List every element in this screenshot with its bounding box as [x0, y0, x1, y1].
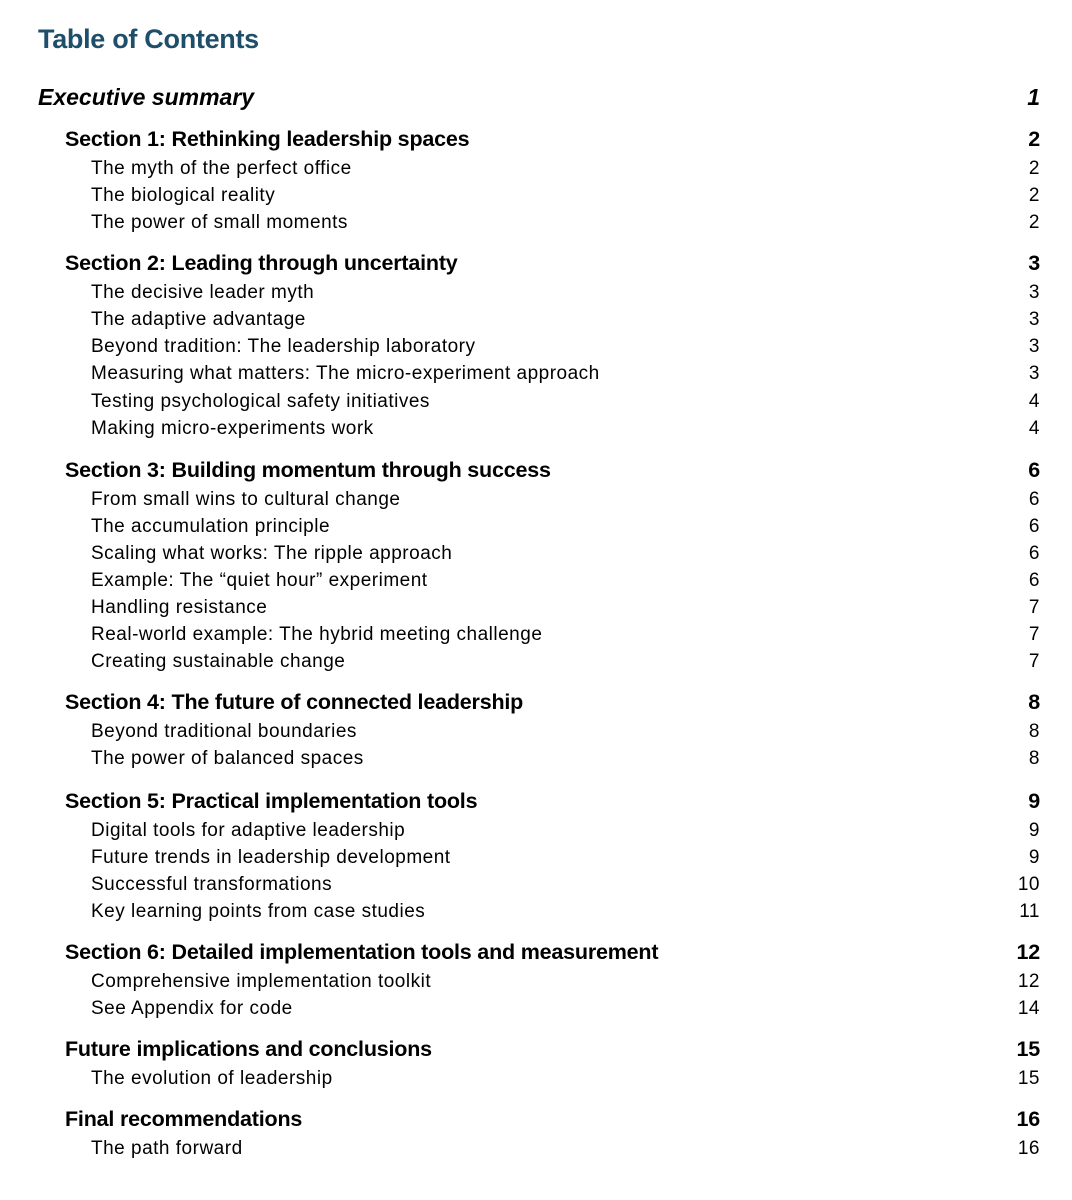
toc-page-number: 15 — [1017, 1068, 1040, 1089]
toc-page-number: 4 — [1028, 391, 1040, 412]
toc-section-entry[interactable] — [65, 127, 1040, 155]
toc-subsection-entry[interactable] — [91, 901, 1040, 927]
toc-entry-label: Making micro-experiments work — [91, 418, 374, 439]
toc-section-entry[interactable] — [65, 458, 1040, 486]
toc-entry-label: Scaling what works: The ripple approach — [91, 543, 453, 564]
toc-page-number: 3 — [1028, 336, 1040, 357]
toc-subsection-entry[interactable] — [91, 847, 1040, 873]
toc-page-number: 12 — [1017, 971, 1040, 992]
toc-subsection-entry[interactable] — [91, 363, 1040, 389]
toc-page-number: 16 — [1016, 1107, 1040, 1131]
toc-entry-label: Section 1: Rethinking leadership spaces — [65, 127, 470, 151]
toc-subsection-entry[interactable] — [91, 874, 1040, 900]
toc-entry-label: Beyond tradition: The leadership laboratory — [91, 336, 476, 357]
toc-page-number: 6 — [1028, 516, 1040, 537]
toc-page-number: 6 — [1028, 458, 1040, 482]
toc-page-number: 16 — [1017, 1138, 1040, 1159]
toc-page-number: 2 — [1028, 158, 1040, 179]
toc-subsection-entry[interactable] — [91, 418, 1040, 444]
toc-subsection-entry[interactable] — [91, 624, 1040, 650]
toc-entry-label: See Appendix for code — [91, 998, 293, 1019]
toc-entry-label: The power of balanced spaces — [91, 748, 364, 769]
toc-page-number: 2 — [1028, 127, 1040, 151]
toc-entry-label: Section 6: Detailed implementation tools and measurement — [65, 940, 659, 964]
toc-entry-label: Real-world example: The hybrid meeting challenge — [91, 624, 543, 645]
toc-subsection-entry[interactable] — [91, 158, 1040, 184]
toc-entry-label: Key learning points from case studies — [91, 901, 426, 922]
toc-subsection-entry[interactable] — [91, 597, 1040, 623]
toc-page-number: 8 — [1028, 690, 1040, 714]
toc-subsection-entry[interactable] — [91, 1068, 1040, 1094]
toc-page-number: 6 — [1028, 570, 1040, 591]
toc-page-number: 2 — [1028, 185, 1040, 206]
toc-entry-label: The adaptive advantage — [91, 309, 306, 330]
toc-subsection-entry[interactable] — [91, 543, 1040, 569]
toc-entry-label: Section 3: Building momentum through success — [65, 458, 551, 482]
toc-entry-label: Successful transformations — [91, 874, 333, 895]
toc-subsection-entry[interactable] — [91, 748, 1040, 774]
toc-subsection-entry[interactable] — [91, 489, 1040, 515]
toc-entry-label: The path forward — [91, 1138, 243, 1159]
toc-page-number: 7 — [1028, 597, 1040, 618]
toc-entry-label: Future trends in leadership development — [91, 847, 451, 868]
toc-page-number: 9 — [1028, 789, 1040, 813]
toc-page-number: 15 — [1016, 1037, 1040, 1061]
toc-entry-label: Digital tools for adaptive leadership — [91, 820, 406, 841]
toc-subsection-entry[interactable] — [91, 212, 1040, 238]
toc-entry-label: The myth of the perfect office — [91, 158, 352, 179]
toc-page-number: 3 — [1028, 251, 1040, 275]
toc-subsection-entry[interactable] — [91, 336, 1040, 362]
toc-entry-label: Measuring what matters: The micro-experiment approach — [91, 363, 600, 384]
toc-entry-label: Testing psychological safety initiatives — [91, 391, 430, 412]
toc-subsection-entry[interactable] — [91, 820, 1040, 846]
toc-entry-label: Section 5: Practical implementation tools — [65, 789, 478, 813]
toc-entry-label: The power of small moments — [91, 212, 348, 233]
toc-subsection-entry[interactable] — [91, 651, 1040, 677]
toc-section-entry[interactable] — [65, 789, 1040, 817]
toc-entry-label: Beyond traditional boundaries — [91, 721, 357, 742]
toc-page-number: 8 — [1028, 721, 1040, 742]
toc-page-number: 7 — [1028, 651, 1040, 672]
toc-page-number: 12 — [1016, 940, 1040, 964]
toc-entry-label: Future implications and conclusions — [65, 1037, 432, 1061]
toc-page-number: 9 — [1028, 847, 1040, 868]
toc-page-number: 3 — [1028, 363, 1040, 384]
toc-section-entry[interactable] — [65, 1107, 1040, 1135]
toc-subsection-entry[interactable] — [91, 391, 1040, 417]
toc-section-entry[interactable] — [65, 940, 1040, 968]
toc-page-number: 8 — [1028, 748, 1040, 769]
toc-entry-label: The biological reality — [91, 185, 276, 206]
toc-entry-label: Executive summary — [38, 84, 255, 110]
toc-subsection-entry[interactable] — [91, 309, 1040, 335]
toc-page-number: 10 — [1017, 874, 1040, 895]
toc-entry-label: The evolution of leadership — [91, 1068, 333, 1089]
toc-title: Table of Contents — [38, 24, 259, 54]
toc-page-number: 3 — [1028, 282, 1040, 303]
toc-page-number: 7 — [1028, 624, 1040, 645]
toc-subsection-entry[interactable] — [91, 516, 1040, 542]
toc-entry-label: The accumulation principle — [91, 516, 331, 537]
toc-top-entry[interactable] — [38, 84, 1040, 114]
toc-subsection-entry[interactable] — [91, 570, 1040, 596]
toc-section-entry[interactable] — [65, 1037, 1040, 1065]
toc-subsection-entry[interactable] — [91, 721, 1040, 747]
toc-page-number: 3 — [1028, 309, 1040, 330]
toc-entry-label: The decisive leader myth — [91, 282, 315, 303]
toc-section-entry[interactable] — [65, 251, 1040, 279]
toc-subsection-entry[interactable] — [91, 1138, 1040, 1164]
toc-entry-label: Section 4: The future of connected leadership — [65, 690, 524, 714]
toc-subsection-entry[interactable] — [91, 971, 1040, 997]
toc-entry-label: Creating sustainable change — [91, 651, 346, 672]
toc-page-number: 14 — [1017, 998, 1040, 1019]
toc-entry-label: Section 2: Leading through uncertainty — [65, 251, 458, 275]
toc-page-number: 9 — [1028, 820, 1040, 841]
toc-subsection-entry[interactable] — [91, 998, 1040, 1024]
toc-entry-label: From small wins to cultural change — [91, 489, 401, 510]
toc-page-number: 6 — [1028, 489, 1040, 510]
toc-page-number: 11 — [1019, 901, 1040, 922]
toc-entry-label: Handling resistance — [91, 597, 268, 618]
toc-page-number: 4 — [1028, 418, 1040, 439]
toc-page-number: 2 — [1028, 212, 1040, 233]
toc-entry-label: Example: The “quiet hour” experiment — [91, 570, 428, 591]
toc-section-entry[interactable] — [65, 690, 1040, 718]
toc-page-number: 6 — [1028, 543, 1040, 564]
toc-subsection-entry[interactable] — [91, 282, 1040, 308]
toc-page-number: 1 — [1027, 84, 1040, 110]
toc-entry-label: Comprehensive implementation toolkit — [91, 971, 432, 992]
toc-subsection-entry[interactable] — [91, 185, 1040, 211]
toc-entry-label: Final recommendations — [65, 1107, 303, 1131]
